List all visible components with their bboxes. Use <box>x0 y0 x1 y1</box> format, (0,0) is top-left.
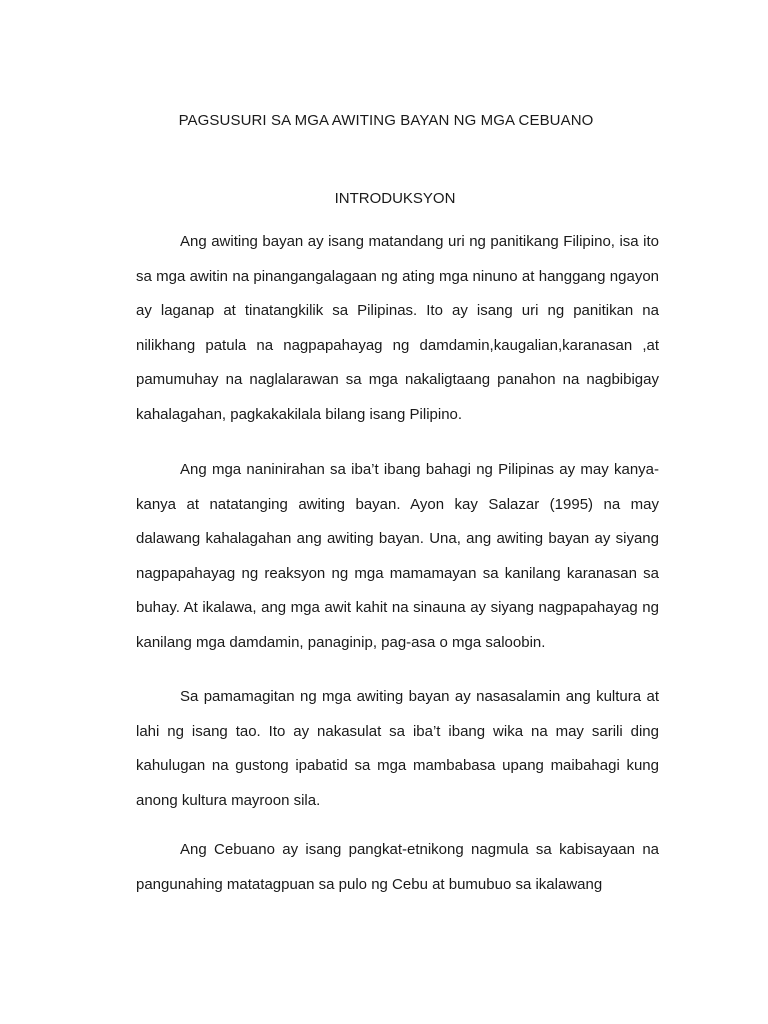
paragraph: Ang Cebuano ay isang pangkat-etnikong nagmula sa kabisayaan na pangunahing matatagpuan sa pulo ng Cebu at bumubuo sa ikalawang <box>136 841 659 893</box>
document-title: PAGSUSURI SA MGA AWITING BAYAN NG MGA CEBUANO <box>178 112 594 129</box>
paragraph: Ang mga naninirahan sa iba’t ibang bahagi ng Pilipinas ay may kanya-kanya at natatanging awiting bayan. Ayon kay Salazar (1995) na may dalawang kahalagahan ang awiting bayan. Una, ang awiting bayan ay siyang nagpapahayag ng reaksyon ng mga mamamayan sa kanilang karanasan sa buhay. At ikalawa, ang mga awit kahit na sinauna ay siyang nagpapahayag ng kanilang mga damdamin, panaginip, pag-asa o mga saloobin. <box>136 461 659 651</box>
paragraph: Sa pamamagitan ng mga awiting bayan ay nasasalamin ang kultura at lahi ng isang tao. Ito ay nakasulat sa iba’t ibang wika na may sarili ding kahulugan na gustong ipabatid sa mga mambabasa upang maibahagi kung anong kultura mayroon sila. <box>136 688 659 809</box>
paragraph: Ang awiting bayan ay isang matandang uri ng panitikang Filipino, isa ito sa mga awitin na pinangangalagaan ng ating mga ninuno at hanggang ngayon ay laganap at tinatangkilik sa Pilipinas. Ito ay isang uri ng panitikan na nilikhang patula na nagpapahayag ng damdamin,kaugalian,karanasan ,at pamumuhay na naglalarawan sa mga nakaligtaang panahon na nagbibigay kahalagahan, pagkakakilala bilang isang Pilipino. <box>136 233 659 423</box>
section-heading: INTRODUKSYON <box>334 190 456 207</box>
